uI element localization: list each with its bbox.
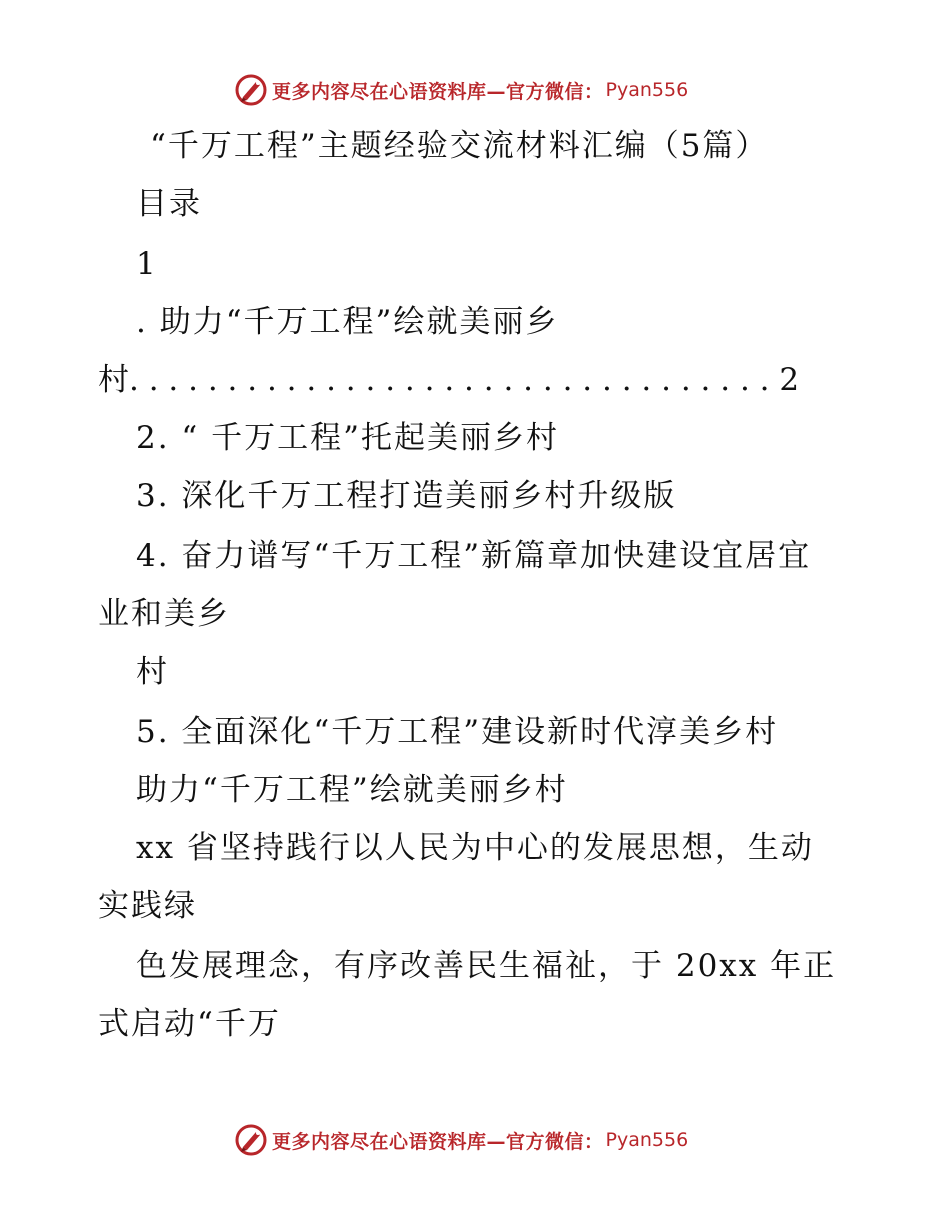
footer-watermark-banner [234,1122,688,1158]
toc-item-4-line-3: 村 [136,654,169,690]
toc-item-4-line-2: 业和美乡 [98,596,230,632]
header-watermark-banner [234,72,688,108]
toc-heading: 目录 [136,186,202,222]
toc-item-1-line-2: 村. . . . . . . . . . . . . . . . . . . . . . . . . . . . . . . . . 2 [98,362,800,398]
paragraph-2-line-2: 式启动“千万 [98,1006,281,1042]
paragraph-1-line-1: xx 省坚持践行以人民为中心的发展思想，生动 [136,830,814,866]
paragraph-1-line-2: 实践绿 [98,888,197,924]
section-title: 助力“千万工程”绘就美丽乡村 [136,772,568,808]
banner-text: 更多内容尽在心语资料库—官方微信： [272,1130,604,1153]
toc-number: 1 [136,246,158,282]
toc-item-4-line-1: 4. 奋力谱写“千万工程”新篇章加快建设宜居宜 [136,538,812,574]
paragraph-2-line-1: 色发展理念，有序改善民生福祉，于 20xx 年正 [136,948,837,984]
banner-wechat-id: Pyan556 [605,1129,689,1151]
toc-item-5: 5. 全面深化“千万工程”建设新时代淳美乡村 [136,714,779,750]
pen-logo-icon [234,73,268,107]
banner-wechat-id: Pyan556 [605,79,689,101]
pen-logo-icon [234,1123,268,1157]
banner-text: 更多内容尽在心语资料库—官方微信： [272,80,604,103]
toc-item-3: 3. 深化千万工程打造美丽乡村升级版 [136,478,677,514]
toc-item-2: 2. “ 千万工程”托起美丽乡村 [136,420,559,456]
document-title: “千万工程”主题经验交流材料汇编（5篇） [150,128,769,164]
toc-item-1-line-1: . 助力“千万工程”绘就美丽乡 [136,304,559,340]
